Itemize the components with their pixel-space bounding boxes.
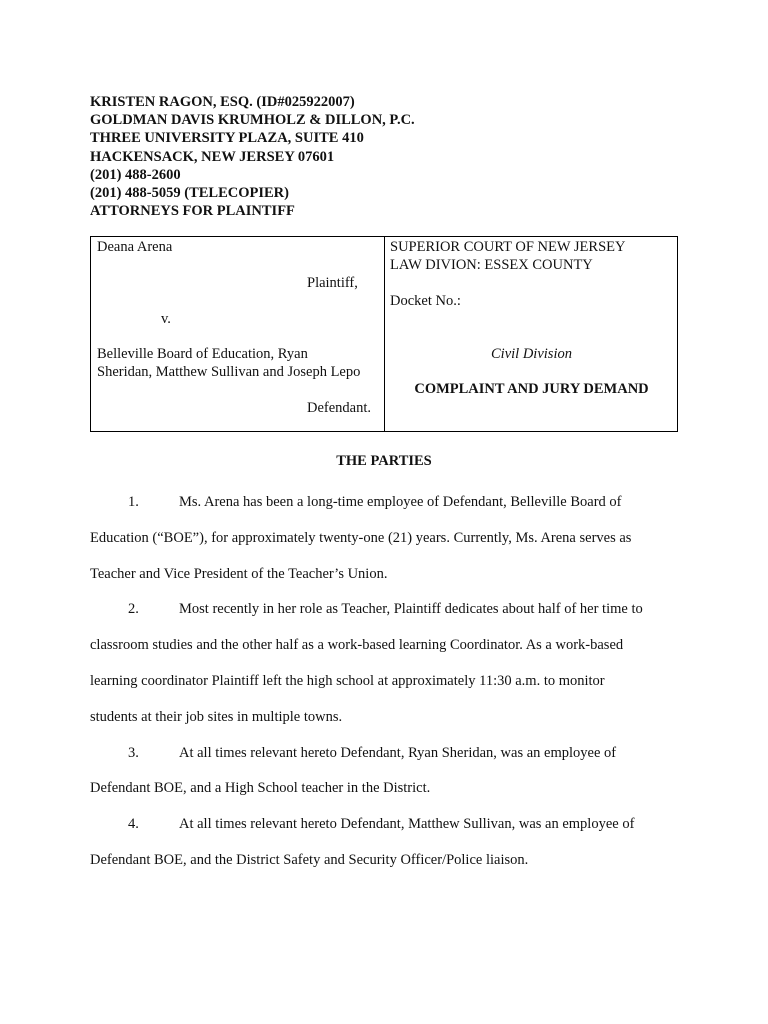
case-caption-table <box>90 236 678 432</box>
paragraph-text: At all times relevant hereto Defendant, Matthew Sullivan, was an employee of <box>179 816 635 833</box>
paragraph-line: students at their job sites in multiple towns. <box>90 708 343 725</box>
paragraph-line <box>90 592 678 628</box>
attorney-name: KRISTEN RAGON, ESQ. (ID#025922007) <box>90 94 355 110</box>
paragraph-number: 3. <box>128 744 139 761</box>
caption-divider <box>384 237 385 431</box>
paragraph-4 <box>90 807 678 879</box>
paragraph-2 <box>90 592 678 735</box>
versus-label: v. <box>161 311 171 327</box>
paragraph-number: 2. <box>128 601 139 618</box>
paragraph-text: At all times relevant hereto Defendant, Ryan Sheridan, was an employee of <box>179 744 617 761</box>
paragraph-line <box>90 807 678 843</box>
paragraph-line <box>90 736 678 772</box>
body-text <box>90 485 678 879</box>
division-label: Civil Division <box>491 346 572 362</box>
paragraph-text: Ms. Arena has been a long-time employee of Defendant, Belleville Board of <box>179 494 622 510</box>
section-heading: THE PARTIES <box>336 453 432 469</box>
paragraph-line <box>90 485 678 521</box>
docket-number-label: Docket No.: <box>390 293 461 309</box>
paragraph-line: Defendant BOE, and the District Safety and Security Officer/Police liaison. <box>90 851 529 868</box>
court-division: LAW DIVION: ESSEX COUNTY <box>390 257 593 273</box>
document-title: COMPLAINT AND JURY DEMAND <box>414 381 649 397</box>
court-name: SUPERIOR COURT OF NEW JERSEY <box>390 239 626 255</box>
paragraph-line: Education (“BOE”), for approximately twenty-one (21) years. Currently, Ms. Arena serves as <box>90 529 632 546</box>
paragraph-3 <box>90 736 678 808</box>
paragraph-number: 4. <box>128 816 139 833</box>
plaintiff-label: Plaintiff, <box>307 275 358 291</box>
firm-phone: (201) 488-2600 <box>90 166 181 183</box>
attorney-block <box>90 93 415 220</box>
attorney-role: ATTORNEYS FOR PLAINTIFF <box>90 203 295 220</box>
defendants-line-1: Belleville Board of Education, Ryan <box>97 346 308 362</box>
defendants-line-2: Sheridan, Matthew Sullivan and Joseph Lepo <box>97 364 361 380</box>
paragraph-line: learning coordinator Plaintiff left the high school at approximately 11:30 a.m. to monitor <box>90 672 605 689</box>
paragraph-line: classroom studies and the other half as a work-based learning Coordinator. As a work-based <box>90 637 624 654</box>
paragraph-line: Defendant BOE, and a High School teacher in the District. <box>90 780 431 797</box>
paragraph-1 <box>90 485 678 592</box>
firm-fax: (201) 488-5059 (TELECOPIER) <box>90 185 289 202</box>
paragraph-line: Teacher and Vice President of the Teacher’s Union. <box>90 565 388 582</box>
paragraph-number: 1. <box>128 494 139 510</box>
paragraph-text: Most recently in her role as Teacher, Plaintiff dedicates about half of her time to <box>179 601 643 618</box>
defendant-label: Defendant. <box>307 400 372 416</box>
firm-street-address: THREE UNIVERSITY PLAZA, SUITE 410 <box>90 130 364 147</box>
firm-city-state: HACKENSACK, NEW JERSEY 07601 <box>90 148 335 165</box>
law-firm-name: GOLDMAN DAVIS KRUMHOLZ & DILLON, P.C. <box>90 112 415 129</box>
plaintiff-name: Deana Arena <box>97 239 173 255</box>
